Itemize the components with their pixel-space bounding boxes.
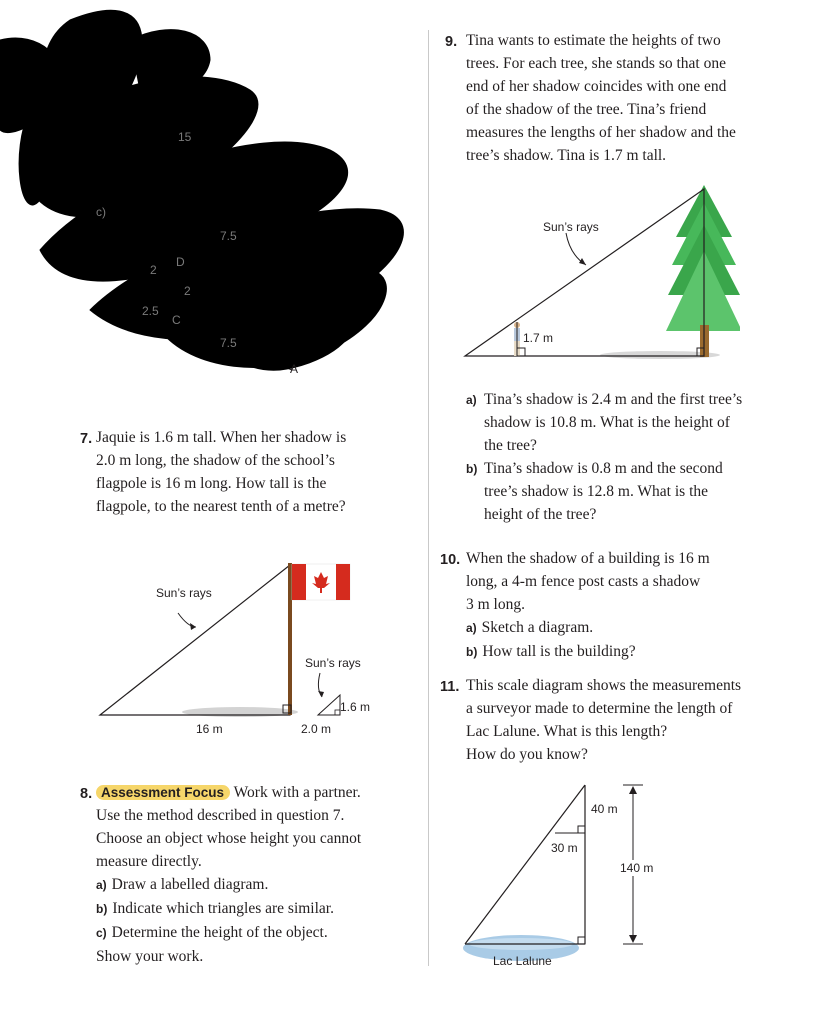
item-letter: a) (466, 621, 477, 635)
label-15: 15 (178, 130, 192, 144)
question-number: 9. (445, 34, 458, 50)
label-A: A (290, 362, 299, 376)
height-1-6m-label: 1.6 m (340, 700, 371, 714)
small-base-label: 30 m (551, 841, 578, 855)
text-line: Choose an object whose height you cannot (96, 830, 362, 847)
item-letter: a) (96, 878, 107, 892)
canadian-flag (292, 564, 350, 600)
flagpole-diagram (90, 555, 390, 745)
text-line: 2.0 m long, the shadow of the school’s (96, 452, 335, 469)
list-item (466, 616, 820, 640)
label-C: C (172, 313, 181, 327)
column-divider (428, 30, 429, 966)
text-line: Tina’s shadow is 0.8 m and the second (484, 460, 723, 477)
text-line: shadow is 10.8 m. What is the height of (484, 414, 730, 431)
label-c: c) (96, 205, 106, 219)
list-item (96, 897, 420, 921)
question-9-parts (466, 388, 821, 526)
text-line: tree’s shadow is 12.8 m. What is the (484, 483, 709, 500)
text-line: measures the lengths of her shadow and the (466, 124, 736, 141)
lake-name-label: Lac Lalune (493, 954, 552, 968)
item-text: Determine the height of the object. (111, 924, 328, 941)
text-line: long, a 4-m fence post casts a shadow (466, 573, 701, 590)
total-height-label: 140 m (620, 861, 654, 875)
shadow-2m-label: 2.0 m (301, 722, 332, 736)
lake-diagram (460, 780, 670, 975)
text-line: Work with a partner. (233, 784, 361, 801)
tree-icon (666, 185, 740, 357)
text-line: a surveyor made to determine the length of (466, 700, 733, 717)
scribbled-figure (0, 0, 420, 390)
question-number: 8. (80, 786, 93, 802)
text-line: flagpole is 16 m long. How tall is the (96, 475, 327, 492)
label-7-5-top: 7.5 (220, 229, 237, 243)
text-line: Tina wants to estimate the heights of two (466, 32, 721, 49)
item-text: Indicate which triangles are similar. (112, 900, 334, 917)
text-line: end of her shadow coincides with one end (466, 78, 727, 95)
text-line: flagpole, to the nearest tenth of a metre? (96, 498, 346, 515)
label-7-5-bottom: 7.5 (220, 336, 237, 350)
item-letter: c) (96, 926, 107, 940)
text-line: Tina’s shadow is 2.4 m and the first tree’s (484, 391, 743, 408)
item-text: How tall is the building? (482, 643, 636, 660)
list-item (466, 640, 820, 664)
question-7 (80, 426, 420, 518)
tree-diagram (460, 185, 740, 365)
closing-line: Show your work. (96, 948, 204, 965)
question-10 (440, 547, 820, 664)
item-letter: b) (466, 462, 478, 476)
text-line: 3 m long. (466, 596, 525, 613)
label-2-5: 2.5 (142, 304, 159, 318)
text-line: tree’s shadow. Tina is 1.7 m tall. (466, 147, 667, 164)
list-item (466, 388, 821, 457)
text-line: the tree? (484, 437, 537, 454)
sun-rays-label: Sun’s rays (156, 586, 212, 600)
text-line: trees. For each tree, she stands so that one (466, 55, 726, 72)
text-line: Use the method described in question 7. (96, 807, 345, 824)
text-line: How do you know? (466, 746, 588, 763)
sun-rays-label-small: Sun’s rays (305, 656, 361, 670)
question-11 (440, 674, 820, 766)
text-line: height of the tree? (484, 506, 597, 523)
item-letter: b) (466, 645, 478, 659)
text-line: When the shadow of a building is 16 m (466, 550, 710, 567)
label-D: D (176, 255, 185, 269)
height-1-7m-label: 1.7 m (523, 331, 554, 345)
label-2a: 2 (150, 263, 157, 277)
question-number: 11. (440, 679, 460, 695)
list-item (466, 457, 821, 526)
list-item (96, 873, 420, 897)
sun-rays-label: Sun’s rays (543, 220, 599, 234)
list-item (96, 921, 420, 945)
text-line: Lac Lalune. What is this length? (466, 723, 668, 740)
question-number: 10. (440, 552, 461, 568)
question-8 (80, 781, 420, 968)
text-line: measure directly. (96, 853, 202, 870)
label-2b: 2 (184, 284, 191, 298)
small-height-label: 40 m (591, 802, 618, 816)
text-line: This scale diagram shows the measurements (466, 677, 742, 694)
item-letter: b) (96, 902, 108, 916)
question-number: 7. (80, 431, 93, 447)
item-text: Sketch a diagram. (481, 619, 594, 636)
text-line: Jaquie is 1.6 m tall. When her shadow is (96, 429, 347, 446)
text-line: of the shadow of the tree. Tina’s friend (466, 101, 707, 118)
item-text: Draw a labelled diagram. (111, 876, 269, 893)
item-letter: a) (466, 393, 477, 407)
assessment-focus-badge: Assessment Focus (96, 785, 230, 800)
base-16m-label: 16 m (196, 722, 223, 736)
question-9 (445, 29, 815, 167)
